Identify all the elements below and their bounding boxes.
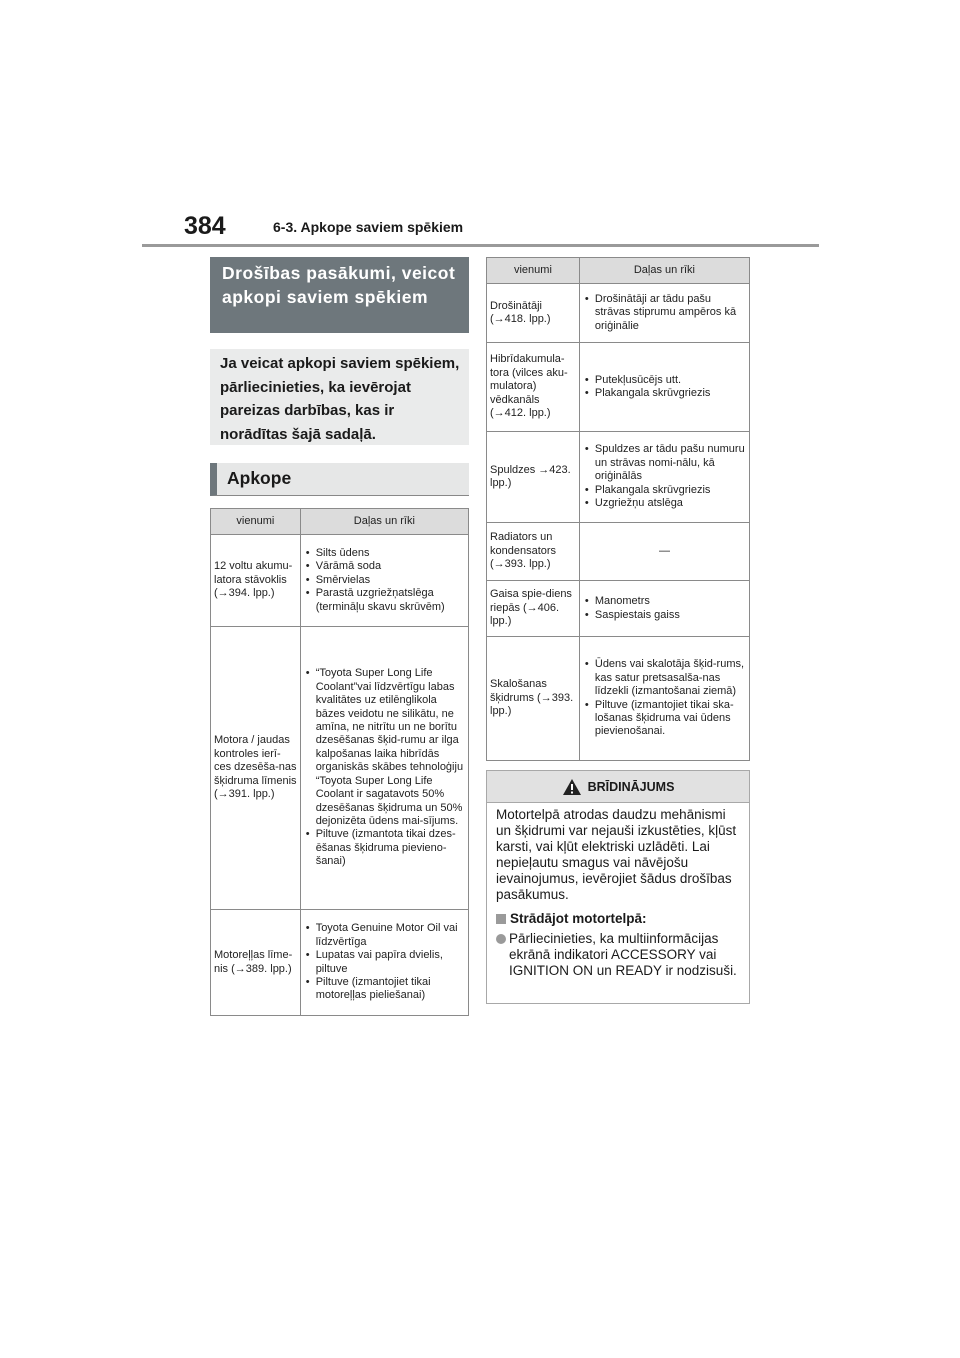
page-title: Drošības pasākumi, veicot apkopi saviem spēkiem [210, 257, 469, 333]
tools-cell [300, 910, 468, 1016]
page-number: 384 [184, 212, 226, 240]
section-title: 6-3. Apkope saviem spēkiem [273, 219, 464, 235]
column-header: vienumi [487, 258, 580, 284]
header-rule [142, 244, 819, 247]
list-item: • “Toyota Super Long Life Coolant”vai līdzvērtīgu labas kvalitātes uz etilēnglikola bāzes veidotu ne silikātu, ne amīna, ne nitrītu un ne borītu dzesēšanas šķid-rumu ar ilga kalpošanas laika hibrīdās organiskās skābes tehnoloģiju “Toyota Super Long Life Coolant ir sagatavots 50% dzesēšanas šķidruma un 50% dejonizēta ūdens mai-sījums. [306, 667, 465, 828]
list-item: • Plakangala skrūvgriezis [585, 387, 746, 400]
list-item: • Vārāmā soda [306, 560, 465, 573]
tools-cell [300, 627, 468, 910]
warning-title: BRĪDINĀJUMS [587, 779, 675, 794]
warning-icon [562, 778, 582, 796]
warning-header [487, 771, 749, 803]
square-bullet-icon [496, 914, 506, 924]
table-row [487, 343, 750, 432]
warning-box [486, 770, 750, 1004]
tools-cell [579, 343, 749, 432]
list-item: • Lupatas vai papīra dvielis, piltuve [306, 949, 465, 976]
list-item: • Spuldzes ar tādu pašu numuru un strāvas nomi-nālu, kā oriģinālās [585, 443, 746, 483]
warning-subheading: Strādājot motortelpā: [496, 911, 740, 927]
item-cell: Motora / jaudas kontroles ierī-ces dzesēša-nas šķidruma līmenis (→391. lpp.) [211, 627, 301, 910]
column-header: Daļas un rīki [579, 258, 749, 284]
intro-text: Ja veicat apkopi saviem spēkiem, pārliecinieties, ka ievērojat pareizas darbības, kas ir norādītas šajā sadaļā. [210, 349, 469, 445]
table-row [487, 523, 750, 581]
list-item: • Manometrs [585, 595, 746, 608]
list-item: • Saspiestais gaiss [585, 609, 746, 622]
warning-item: Pārliecinieties, ka multiinformācijas ekrānā indikatori ACCESSORY vai IGNITION ON un READY ir nodzisuši. [496, 931, 740, 979]
item-cell: Motoreļļas līme-nis (→389. lpp.) [211, 910, 301, 1016]
column-header: vienumi [211, 509, 301, 535]
item-cell: Hibrīdakumula-tora (vilces aku-mulatora) vēdkanāls (→412. lpp.) [487, 343, 580, 432]
tools-cell [300, 535, 468, 627]
item-cell: Radiators un kondensators (→393. lpp.) [487, 523, 580, 581]
table-row [211, 910, 469, 1016]
list-item: • Putekļusūcējs utt. [585, 374, 746, 387]
item-cell: Gaisa spie-diens riepās (→406. lpp.) [487, 581, 580, 637]
tools-cell [579, 581, 749, 637]
table-row [487, 284, 750, 343]
item-cell: Drošinātāji (→418. lpp.) [487, 284, 580, 343]
list-item: • Parastā uzgriežņatslēga (termināļu skavu skrūvēm) [306, 587, 465, 614]
subsection-heading: Apkope [210, 463, 469, 496]
table-row [211, 627, 469, 910]
list-item: • Ūdens vai skalotāja šķid-rums, kas satur pretsasalša-nas līdzekli (izmantošanai ziemā) [585, 658, 746, 698]
list-item: • Uzgriežņu atslēga [585, 497, 746, 510]
list-item: • Smērvielas [306, 574, 465, 587]
tools-cell [579, 637, 749, 761]
item-cell: Skalošanas šķidrums (→393. lpp.) [487, 637, 580, 761]
list-item: • Piltuve (izmantojiet tikai motoreļļas pieliešanai) [306, 976, 465, 1003]
item-cell: 12 voltu akumu-latora stāvoklis (→394. lpp.) [211, 535, 301, 627]
table-row [487, 581, 750, 637]
table-row [487, 432, 750, 523]
warning-text: Motortelpā atrodas daudzu mehānismi un šķidrumi var nejauši izkustēties, kļūst karsti, vai kļūt elektriski uzlādēti. Lai nepieļautu smagus vai nāvējošu ievainojumus, ievērojiet šādus drošības pasākumus. [496, 807, 737, 902]
table-row [487, 637, 750, 761]
list-item: • Piltuve (izmantota tikai dzes-ēšanas šķidruma pievieno-šanai) [306, 828, 465, 868]
item-cell: Spuldzes →423. lpp.) [487, 432, 580, 523]
maintenance-table-right [486, 257, 750, 761]
circle-bullet-icon [496, 934, 506, 944]
list-item: • Toyota Genuine Motor Oil vai līdzvērtīga [306, 922, 465, 949]
list-item: • Drošinātāji ar tādu pašu strāvas stiprumu ampēros kā oriģinālie [585, 293, 746, 333]
maintenance-table-left [210, 508, 469, 1016]
list-item: • Silts ūdens [306, 547, 465, 560]
column-header: Daļas un rīki [300, 509, 468, 535]
tools-cell [579, 432, 749, 523]
list-item: • Piltuve (izmantojiet tikai ska-lošanas šķidruma vai ūdens pievienošanai. [585, 699, 746, 739]
table-row [211, 535, 469, 627]
tools-cell: — [579, 523, 749, 581]
list-item: • Plakangala skrūvgriezis [585, 484, 746, 497]
tools-cell [579, 284, 749, 343]
